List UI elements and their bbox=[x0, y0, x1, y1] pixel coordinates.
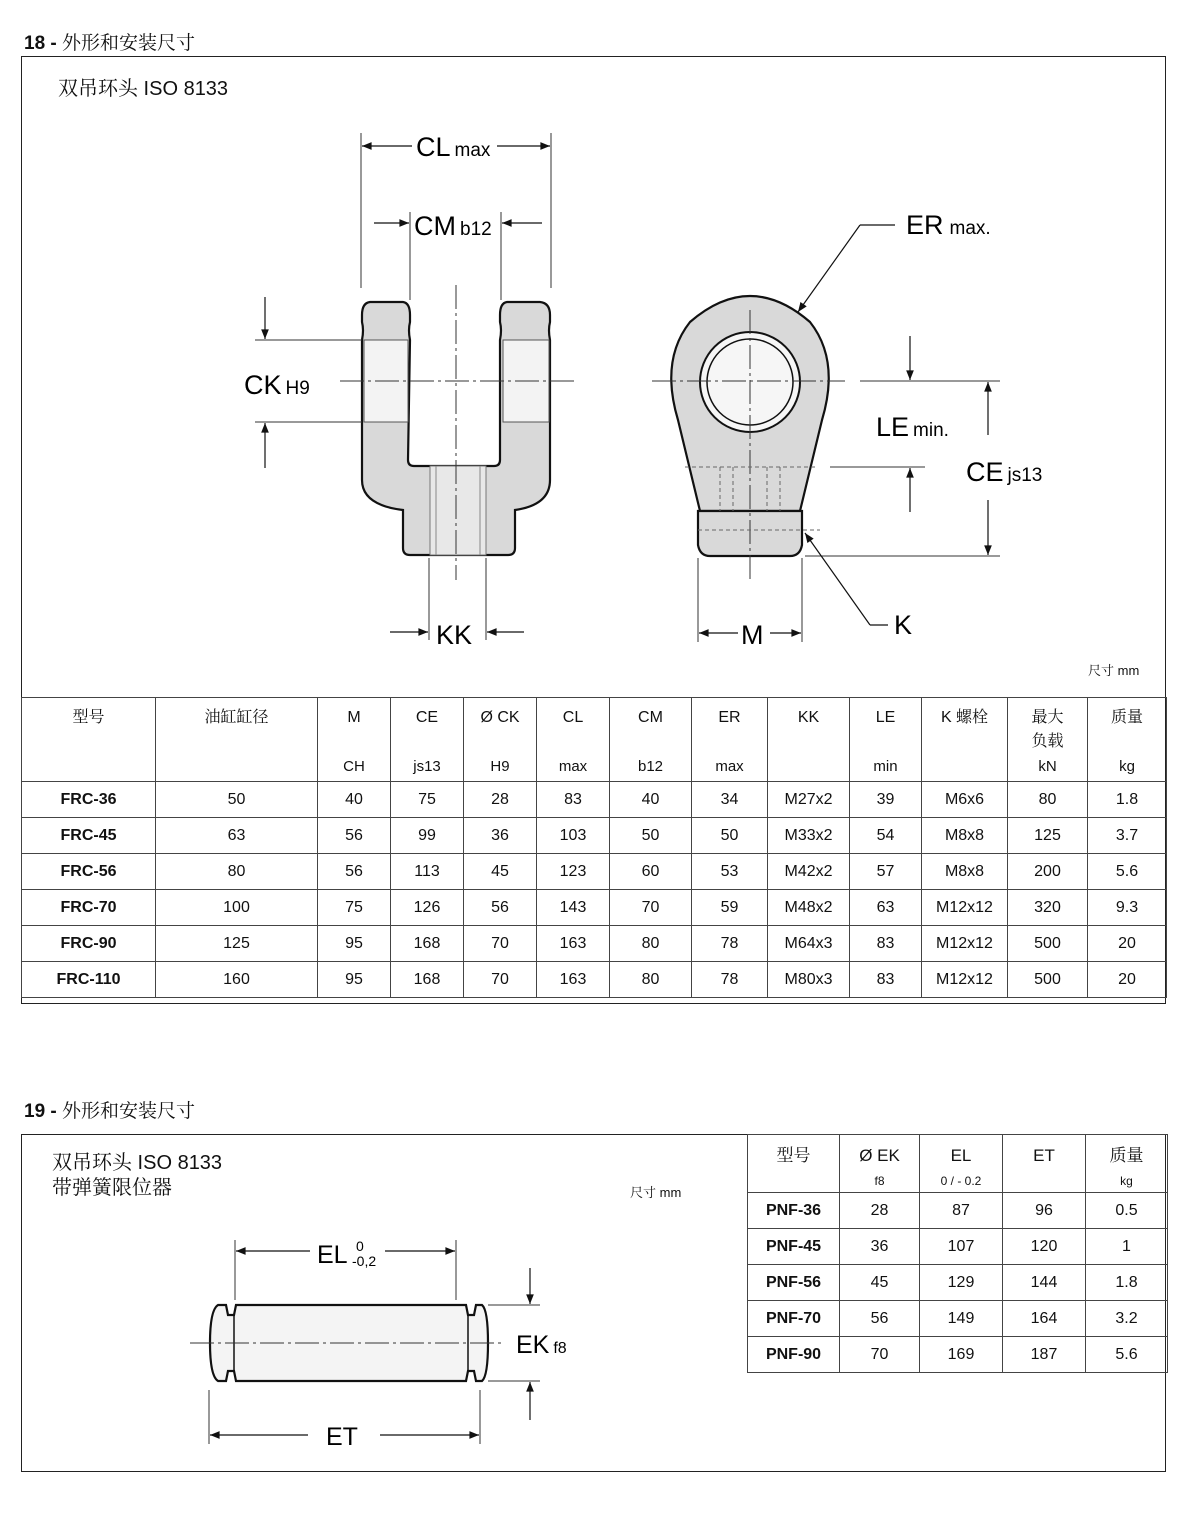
pnf-table-header-row bbox=[748, 1135, 1168, 1193]
frc-table-value-cell: 100 bbox=[156, 890, 318, 926]
pnf-table-model-cell: PNF-36 bbox=[748, 1193, 840, 1229]
frc-table-value-cell: 40 bbox=[610, 782, 692, 818]
pnf-table-model-cell: PNF-45 bbox=[748, 1229, 840, 1265]
frc-table-value-cell: 125 bbox=[1008, 818, 1088, 854]
frc-table-header-unit: kN bbox=[1038, 758, 1057, 775]
section-18-unit: 尺寸 mm bbox=[1088, 663, 1140, 678]
frc-table-value-cell: 78 bbox=[692, 962, 768, 998]
pnf-table-value-cell: 36 bbox=[840, 1229, 920, 1265]
pnf-table-value-cell: 120 bbox=[1003, 1229, 1086, 1265]
frc-table-header-cell bbox=[692, 698, 768, 782]
frc-table-value-cell: 78 bbox=[692, 926, 768, 962]
frc-table-model-cell: FRC-45 bbox=[22, 818, 156, 854]
pnf-table-body bbox=[748, 1193, 1168, 1373]
frc-table-header-cell bbox=[156, 698, 318, 782]
frc-table-value-cell: 99 bbox=[391, 818, 464, 854]
cl-label: CL max bbox=[416, 132, 491, 162]
frc-table-value-cell: 57 bbox=[850, 854, 922, 890]
frc-table-header-label: KK bbox=[797, 709, 820, 726]
pnf-table-header-unit: 0 / - 0.2 bbox=[940, 1174, 982, 1188]
frc-table-value-cell: 83 bbox=[850, 926, 922, 962]
frc-table-header-label: 最大 负载 bbox=[1031, 709, 1064, 750]
pnf-table-value-cell: 187 bbox=[1003, 1337, 1086, 1373]
frc-table-header-cell bbox=[768, 698, 850, 782]
frc-table-value-cell: 75 bbox=[391, 782, 464, 818]
frc-table-value-cell: 50 bbox=[610, 818, 692, 854]
frc-table-model-cell: FRC-36 bbox=[22, 782, 156, 818]
pnf-table-header-cell bbox=[748, 1135, 840, 1193]
frc-table-value-cell: 95 bbox=[318, 926, 391, 962]
frc-table-header-cell bbox=[391, 698, 464, 782]
frc-table-model-cell: FRC-90 bbox=[22, 926, 156, 962]
er-label: ER max. bbox=[906, 210, 991, 240]
pnf-table-row bbox=[748, 1193, 1168, 1229]
frc-table-value-cell: M12x12 bbox=[922, 890, 1008, 926]
frc-table-header-cell bbox=[1008, 698, 1088, 782]
pnf-table-value-cell: 144 bbox=[1003, 1265, 1086, 1301]
frc-table-value-cell: 126 bbox=[391, 890, 464, 926]
frc-table-value-cell: 168 bbox=[391, 962, 464, 998]
pnf-table-header-cell bbox=[1086, 1135, 1168, 1193]
frc-table-value-cell: 40 bbox=[318, 782, 391, 818]
frc-table-value-cell: M64x3 bbox=[768, 926, 850, 962]
pnf-table-row bbox=[748, 1229, 1168, 1265]
frc-table-value-cell: 1.8 bbox=[1088, 782, 1167, 818]
section-18-number: 18 - bbox=[24, 33, 57, 54]
frc-table-header-label: Ø CK bbox=[480, 709, 520, 726]
clevis-bottom-bore bbox=[430, 466, 486, 555]
frc-table-header-row bbox=[22, 698, 1167, 782]
pnf-table-model-cell: PNF-56 bbox=[748, 1265, 840, 1301]
frc-table-model-cell: FRC-56 bbox=[22, 854, 156, 890]
frc-table-value-cell: 63 bbox=[850, 890, 922, 926]
frc-table-value-cell: 56 bbox=[318, 854, 391, 890]
frc-table-header-label: CE bbox=[415, 709, 439, 726]
cm-label: CM b12 bbox=[414, 211, 492, 241]
pnf-table-value-cell: 0.5 bbox=[1086, 1193, 1168, 1229]
frc-table-value-cell: 28 bbox=[464, 782, 537, 818]
frc-table-header-unit: js13 bbox=[413, 758, 441, 775]
pnf-table-row bbox=[748, 1301, 1168, 1337]
frc-table-value-cell: 168 bbox=[391, 926, 464, 962]
pnf-table-value-cell: 70 bbox=[840, 1337, 920, 1373]
frc-table-value-cell: 60 bbox=[610, 854, 692, 890]
el-label: EL bbox=[317, 1241, 348, 1269]
pnf-table-header-cell bbox=[920, 1135, 1003, 1193]
pnf-table-value-cell: 1.8 bbox=[1086, 1265, 1168, 1301]
pnf-table-row bbox=[748, 1265, 1168, 1301]
frc-table-header-unit: H9 bbox=[490, 758, 510, 775]
frc-table-value-cell: M8x8 bbox=[922, 818, 1008, 854]
ek-label: EK f8 bbox=[516, 1331, 567, 1359]
frc-table-model-cell: FRC-110 bbox=[22, 962, 156, 998]
frc-table-value-cell: 113 bbox=[391, 854, 464, 890]
pnf-table-header-label: Ø EK bbox=[859, 1146, 900, 1165]
section-19-heading: 外形和安装尺寸 bbox=[62, 1101, 196, 1122]
frc-table-value-cell: 45 bbox=[464, 854, 537, 890]
frc-table-value-cell: M48x2 bbox=[768, 890, 850, 926]
frc-table-value-cell: 50 bbox=[156, 782, 318, 818]
pnf-spec-table bbox=[747, 1134, 1168, 1373]
pnf-table-header-cell bbox=[1003, 1135, 1086, 1193]
frc-table-row bbox=[22, 782, 1167, 818]
frc-table-value-cell: 54 bbox=[850, 818, 922, 854]
el-tolerance-upper: 0 bbox=[356, 1238, 364, 1254]
el-tolerance-lower: -0,2 bbox=[352, 1253, 377, 1269]
frc-table-header-unit: min bbox=[873, 758, 898, 775]
section-19-product: 双吊环头 ISO 8133 bbox=[52, 1152, 223, 1174]
m-label: M bbox=[741, 620, 764, 650]
frc-table-value-cell: M42x2 bbox=[768, 854, 850, 890]
ce-label: CE js13 bbox=[966, 457, 1043, 487]
pnf-table-value-cell: 129 bbox=[920, 1265, 1003, 1301]
section-18-product: 双吊环头 ISO 8133 bbox=[58, 78, 229, 100]
frc-table-value-cell: M6x6 bbox=[922, 782, 1008, 818]
frc-table-value-cell: 500 bbox=[1008, 962, 1088, 998]
k-label: K bbox=[894, 610, 913, 640]
frc-table-value-cell: 36 bbox=[464, 818, 537, 854]
frc-table-row bbox=[22, 890, 1167, 926]
pnf-table-header-label: 型号 bbox=[776, 1146, 811, 1165]
frc-table-value-cell: M33x2 bbox=[768, 818, 850, 854]
frc-table-body bbox=[22, 782, 1167, 998]
frc-table-value-cell: 5.6 bbox=[1088, 854, 1167, 890]
frc-table-value-cell: 80 bbox=[1008, 782, 1088, 818]
pnf-table-model-cell: PNF-90 bbox=[748, 1337, 840, 1373]
frc-table-value-cell: 56 bbox=[464, 890, 537, 926]
pnf-table-header-cell bbox=[840, 1135, 920, 1193]
frc-table-value-cell: M80x3 bbox=[768, 962, 850, 998]
frc-table-value-cell: 123 bbox=[537, 854, 610, 890]
rod-clevis-drawing bbox=[0, 0, 1200, 700]
frc-table-header-label: 油缸缸径 bbox=[204, 709, 269, 726]
frc-table-header-cell bbox=[850, 698, 922, 782]
frc-table-value-cell: 83 bbox=[537, 782, 610, 818]
frc-table-header-label: LE bbox=[875, 709, 896, 726]
frc-table-header-label: CL bbox=[562, 709, 584, 726]
frc-table-value-cell: 163 bbox=[537, 962, 610, 998]
frc-table-header-cell bbox=[922, 698, 1008, 782]
frc-table-value-cell: 63 bbox=[156, 818, 318, 854]
frc-table-header-unit: b12 bbox=[637, 758, 664, 775]
frc-table-header-unit: max bbox=[558, 758, 588, 775]
pnf-table-value-cell: 28 bbox=[840, 1193, 920, 1229]
section-19-number: 19 - bbox=[24, 1101, 57, 1122]
pnf-table-header-label: ET bbox=[1033, 1146, 1055, 1165]
section-19-title bbox=[24, 1096, 195, 1123]
frc-table-header-label: M bbox=[347, 709, 361, 726]
frc-table-value-cell: 200 bbox=[1008, 854, 1088, 890]
frc-table-header-cell bbox=[318, 698, 391, 782]
le-label: LE min. bbox=[876, 412, 949, 442]
frc-table-header-unit: max bbox=[715, 758, 744, 775]
frc-table-value-cell: 103 bbox=[537, 818, 610, 854]
frc-table-value-cell: 56 bbox=[318, 818, 391, 854]
frc-table-header-unit: kg bbox=[1119, 758, 1135, 775]
frc-table-value-cell: 70 bbox=[464, 962, 537, 998]
frc-table-value-cell: 80 bbox=[156, 854, 318, 890]
pnf-table-value-cell: 3.2 bbox=[1086, 1301, 1168, 1337]
er-leader bbox=[798, 225, 860, 312]
frc-table-row bbox=[22, 926, 1167, 962]
frc-table-value-cell: M12x12 bbox=[922, 926, 1008, 962]
frc-table-value-cell: 50 bbox=[692, 818, 768, 854]
frc-table-value-cell: 53 bbox=[692, 854, 768, 890]
frc-table-header-cell bbox=[464, 698, 537, 782]
pnf-table-value-cell: 87 bbox=[920, 1193, 1003, 1229]
frc-table-header-cell bbox=[610, 698, 692, 782]
frc-table-value-cell: 160 bbox=[156, 962, 318, 998]
pnf-table-value-cell: 164 bbox=[1003, 1301, 1086, 1337]
frc-table-value-cell: M27x2 bbox=[768, 782, 850, 818]
frc-table-value-cell: 125 bbox=[156, 926, 318, 962]
frc-table-value-cell: 9.3 bbox=[1088, 890, 1167, 926]
k-leader bbox=[805, 533, 870, 625]
frc-table-header-label: 型号 bbox=[72, 709, 105, 726]
frc-table-model-cell: FRC-70 bbox=[22, 890, 156, 926]
frc-table-row bbox=[22, 818, 1167, 854]
frc-table-row bbox=[22, 854, 1167, 890]
frc-table-row bbox=[22, 962, 1167, 998]
frc-table-header-cell bbox=[537, 698, 610, 782]
pnf-table-value-cell: 1 bbox=[1086, 1229, 1168, 1265]
frc-table-value-cell: 3.7 bbox=[1088, 818, 1167, 854]
frc-table-value-cell: 75 bbox=[318, 890, 391, 926]
section-19-unit: 尺寸 mm bbox=[630, 1185, 682, 1200]
frc-table-value-cell: 70 bbox=[464, 926, 537, 962]
section-18-heading: 外形和安装尺寸 bbox=[62, 33, 196, 54]
pnf-table-value-cell: 96 bbox=[1003, 1193, 1086, 1229]
frc-table-value-cell: 83 bbox=[850, 962, 922, 998]
kk-label: KK bbox=[436, 620, 473, 650]
pin-drawing bbox=[0, 1200, 740, 1470]
et-label: ET bbox=[326, 1423, 358, 1451]
frc-table-value-cell: 70 bbox=[610, 890, 692, 926]
frc-table-header-cell bbox=[22, 698, 156, 782]
frc-table-value-cell: 143 bbox=[537, 890, 610, 926]
pnf-table-value-cell: 169 bbox=[920, 1337, 1003, 1373]
frc-table-header-label: CM bbox=[638, 709, 663, 726]
frc-table-value-cell: 59 bbox=[692, 890, 768, 926]
frc-table-value-cell: 500 bbox=[1008, 926, 1088, 962]
pnf-table-value-cell: 56 bbox=[840, 1301, 920, 1337]
frc-table-header-cell bbox=[1088, 698, 1167, 782]
pnf-table-value-cell: 45 bbox=[840, 1265, 920, 1301]
frc-table-value-cell: M12x12 bbox=[922, 962, 1008, 998]
frc-table-header-label: ER bbox=[718, 709, 741, 726]
pnf-table-header-label: EL bbox=[950, 1146, 972, 1165]
section-19-subtitle: 带弹簧限位器 bbox=[52, 1177, 172, 1199]
frc-table-header-unit: CH bbox=[343, 758, 365, 775]
ck-label: CK H9 bbox=[244, 370, 310, 400]
frc-table-value-cell: 80 bbox=[610, 926, 692, 962]
pnf-table-value-cell: 107 bbox=[920, 1229, 1003, 1265]
frc-table-header-label: K 螺栓 bbox=[940, 709, 989, 726]
frc-table-value-cell: 34 bbox=[692, 782, 768, 818]
frc-table-value-cell: 20 bbox=[1088, 962, 1167, 998]
frc-table-value-cell: 320 bbox=[1008, 890, 1088, 926]
frc-table-value-cell: 163 bbox=[537, 926, 610, 962]
pnf-table-row bbox=[748, 1337, 1168, 1373]
pnf-table-header-label: 质量 bbox=[1109, 1146, 1144, 1165]
frc-table-header-label: 质量 bbox=[1110, 709, 1143, 726]
frc-spec-table bbox=[21, 697, 1167, 998]
pnf-table-value-cell: 5.6 bbox=[1086, 1337, 1168, 1373]
pnf-table-value-cell: 149 bbox=[920, 1301, 1003, 1337]
frc-table-value-cell: 80 bbox=[610, 962, 692, 998]
frc-table-value-cell: 95 bbox=[318, 962, 391, 998]
pnf-table-model-cell: PNF-70 bbox=[748, 1301, 840, 1337]
frc-table-value-cell: 20 bbox=[1088, 926, 1167, 962]
frc-table-value-cell: M8x8 bbox=[922, 854, 1008, 890]
frc-table-value-cell: 39 bbox=[850, 782, 922, 818]
pnf-table-header-unit: f8 bbox=[874, 1174, 885, 1188]
pnf-table-header-unit: kg bbox=[1120, 1174, 1133, 1188]
